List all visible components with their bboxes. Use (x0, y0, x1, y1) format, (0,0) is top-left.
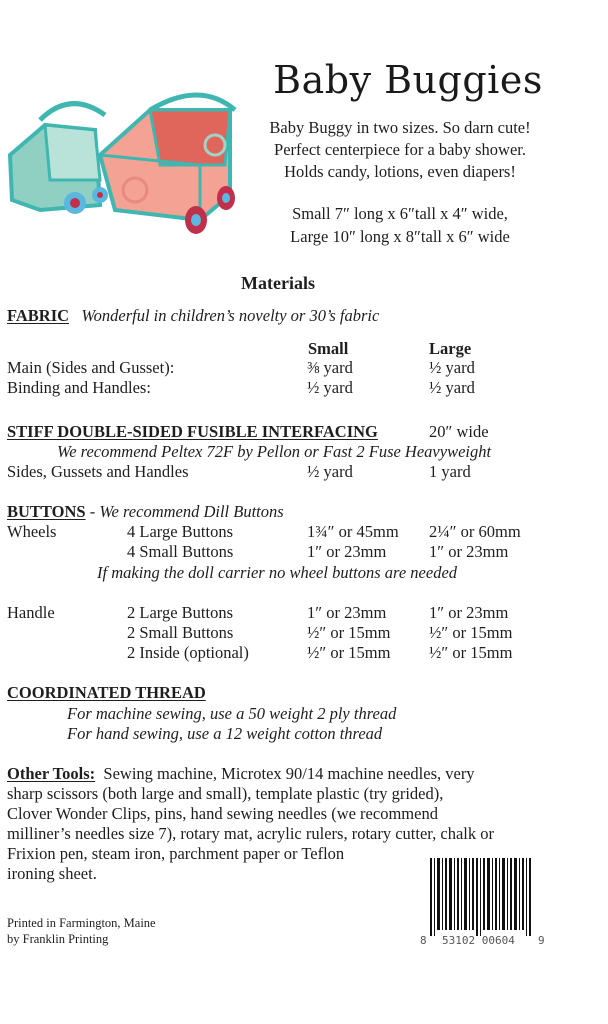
printed-line-1: Printed in Farmington, Maine (7, 916, 156, 930)
interfacing-row-large: 1 yard (429, 462, 471, 481)
handle-row-large: 1″ or 23mm (429, 603, 509, 622)
other-tools-line-6: ironing sheet. (7, 864, 97, 883)
other-tools-text: Sewing machine, Microtex 90/14 machine needles, very (103, 764, 475, 783)
barcode-bars-icon (418, 858, 550, 936)
size-large: Large 10″ long x 8″tall x 6″ wide (290, 227, 510, 246)
product-photo (0, 85, 245, 240)
col-header-small: Small (308, 339, 349, 358)
interfacing-note: We recommend Peltex 72F by Pellon or Fast 2 Fuse Heavyweight (57, 442, 492, 461)
handle-row-small: 1″ or 23mm (307, 603, 387, 622)
other-tools-line-5: Frixion pen, steam iron, parchment paper or Teflon (7, 844, 345, 863)
thread-line-2: For hand sewing, use a 12 weight cotton thread (67, 724, 383, 743)
size-small: Small 7″ long x 6″tall x 4″ wide, (292, 204, 508, 223)
fabric-row-item: Main (Sides and Gusset): (7, 358, 175, 377)
fabric-row-small: ½ yard (307, 378, 353, 397)
other-tools-line-3: Clover Wonder Clips, pins, hand sewing needles (we recommend (7, 804, 438, 823)
page-title: Baby Buggies (273, 58, 543, 102)
description-line-1: Baby Buggy in two sizes. So darn cute! (269, 118, 531, 137)
wheels-row-large: 2¼″ or 60mm (429, 522, 521, 541)
fabric-note: Wonderful in children’s novelty or 30’s fabric (81, 306, 380, 325)
handle-row-item: 2 Inside (optional) (127, 643, 249, 662)
other-tools-line-4: milliner’s needles size 7), rotary mat, acrylic rulers, rotary cutter, chalk or (7, 824, 494, 843)
wheels-row-small: 1″ or 23mm (307, 542, 387, 561)
thread-line-1: For machine sewing, use a 50 weight 2 ply thread (67, 704, 397, 723)
barcode (418, 858, 550, 950)
wheels-row-small: 1¾″ or 45mm (307, 522, 399, 541)
interfacing-row-item: Sides, Gussets and Handles (7, 462, 189, 481)
fabric-row-item: Binding and Handles: (7, 378, 151, 397)
buttons-label: BUTTONS (7, 502, 86, 521)
wheels-row-large: 1″ or 23mm (429, 542, 509, 561)
buttons-section-header (7, 502, 284, 522)
fabric-section-header (7, 306, 379, 326)
other-tools-label: Other Tools: (7, 764, 96, 783)
interfacing-label: STIFF DOUBLE-SIDED FUSIBLE INTERFACING (7, 422, 378, 441)
buttons-separator: - (85, 502, 100, 521)
handle-row-large: ½″ or 15mm (429, 643, 513, 662)
wheels-note: If making the doll carrier no wheel buttons are needed (97, 563, 458, 582)
description-line-3: Holds candy, lotions, even diapers! (284, 162, 516, 181)
interfacing-row-small: ½ yard (307, 462, 353, 481)
barcode-number: 53102 00604 (442, 934, 515, 947)
handle-row-item: 2 Small Buttons (127, 623, 234, 642)
handle-row-small: ½″ or 15mm (307, 643, 391, 662)
thread-label: COORDINATED THREAD (7, 683, 206, 702)
other-tools-line-1 (7, 764, 475, 784)
other-tools-line-2: sharp scissors (both large and small), template plastic (try grided), (7, 784, 444, 803)
printed-line-2: by Franklin Printing (7, 932, 109, 946)
col-header-large: Large (429, 339, 472, 358)
buttons-note: We recommend Dill Buttons (99, 502, 284, 521)
wheels-row-item: 4 Large Buttons (127, 522, 234, 541)
handle-label: Handle (7, 603, 55, 622)
handle-row-small: ½″ or 15mm (307, 623, 391, 642)
barcode-left-digit: 8 (420, 934, 427, 947)
handle-row-large: ½″ or 15mm (429, 623, 513, 642)
fabric-row-large: ½ yard (429, 358, 475, 377)
wheels-label: Wheels (7, 522, 57, 541)
description-line-2: Perfect centerpiece for a baby shower. (274, 140, 526, 159)
fabric-label: FABRIC (7, 306, 70, 325)
fabric-row-small: ⅜ yard (307, 358, 353, 377)
barcode-right-digit: 9 (538, 934, 545, 947)
wheels-row-item: 4 Small Buttons (127, 542, 234, 561)
interfacing-width: 20″ wide (429, 422, 489, 441)
fabric-row-large: ½ yard (429, 378, 475, 397)
handle-row-item: 2 Large Buttons (127, 603, 234, 622)
materials-heading: Materials (241, 273, 315, 293)
